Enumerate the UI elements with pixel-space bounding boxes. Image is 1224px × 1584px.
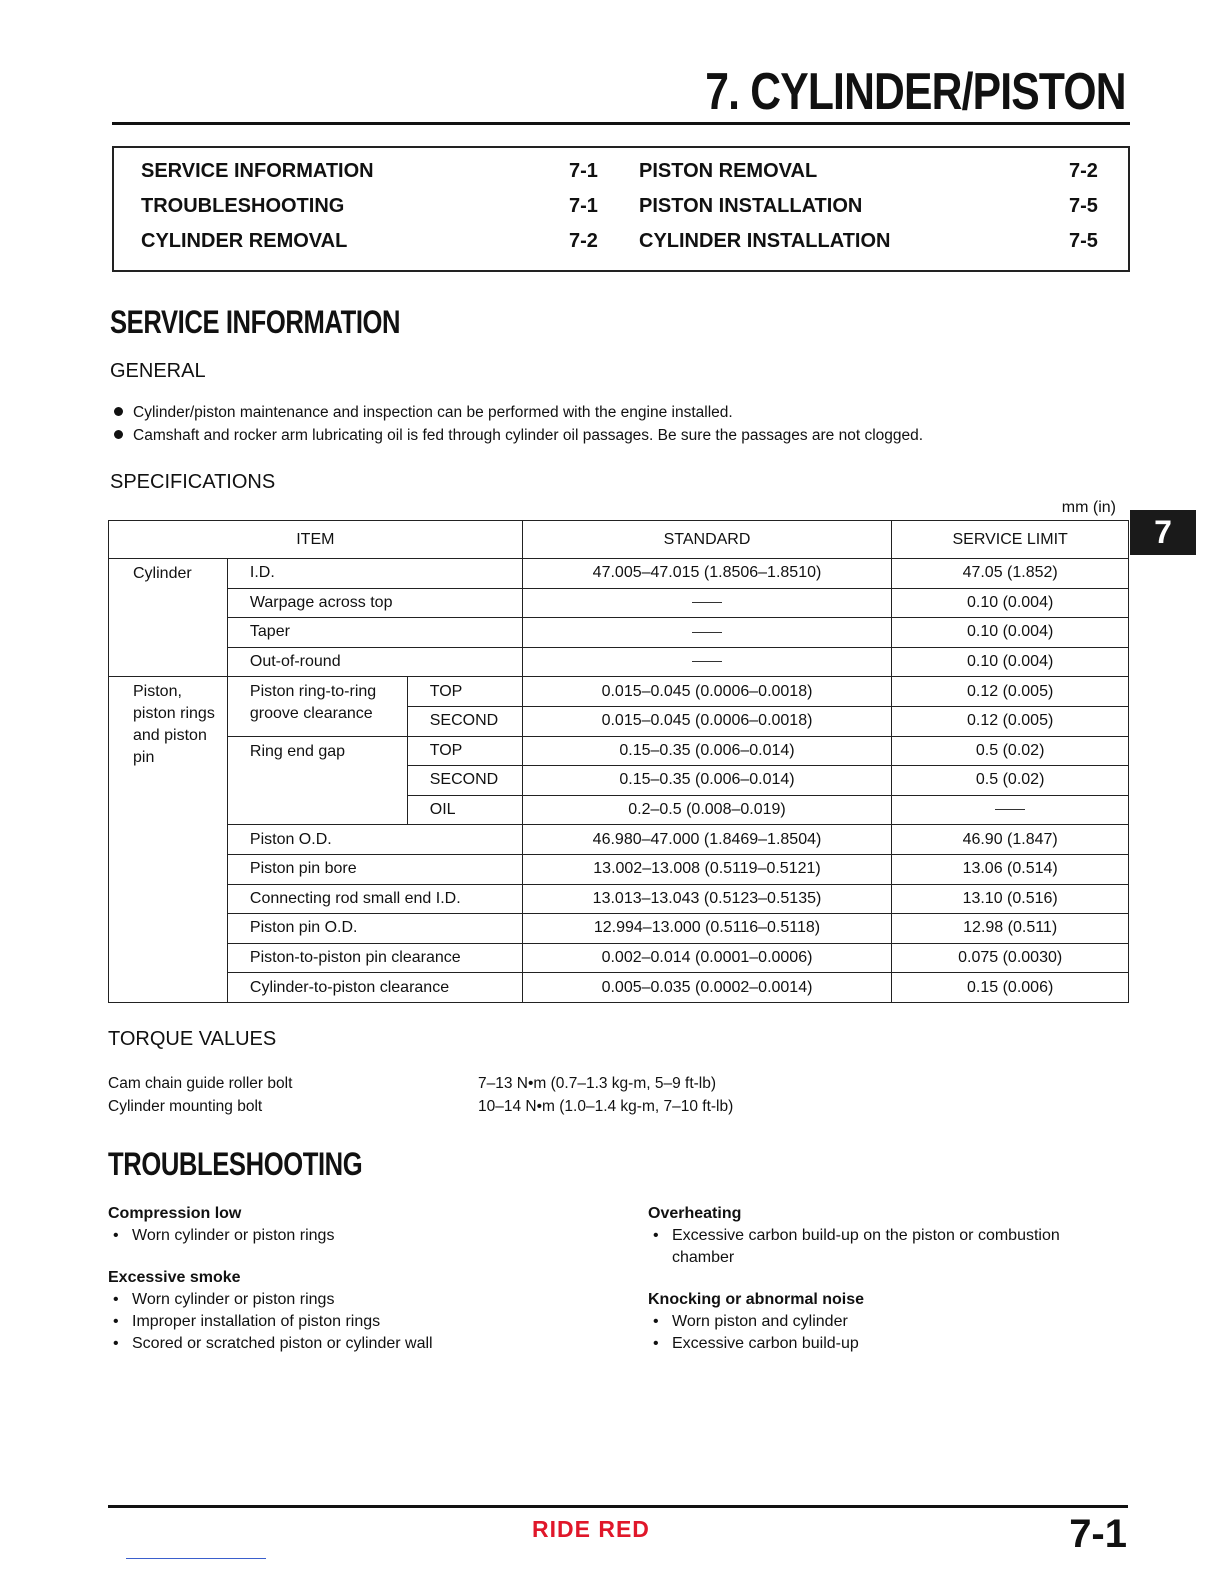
toc-page: 7-2 <box>1069 160 1098 182</box>
item-cell: Taper <box>227 618 522 648</box>
item-cell: Piston O.D. <box>227 825 522 855</box>
table-row <box>109 618 1129 648</box>
item-cell: Piston pin bore <box>227 854 522 884</box>
dash-icon <box>995 809 1025 810</box>
torque-item-value: 7–13 N•m (0.7–1.3 kg-m, 5–9 ft-lb) <box>478 1075 717 1092</box>
list-item: • Worn piston and cylinder <box>648 1313 1060 1335</box>
torque-item-value: 10–14 N•m (1.0–1.4 kg-m, 7–10 ft-lb) <box>478 1098 734 1115</box>
toc-link-troubleshooting[interactable]: TROUBLESHOOTING <box>141 195 345 217</box>
general-heading: GENERAL <box>110 360 206 382</box>
item-cell: Connecting rod small end I.D. <box>227 884 522 914</box>
dash-icon <box>692 632 722 633</box>
list-item: Camshaft and rocker arm lubricating oil is fed through cylinder oil passages. Be sure the passages are not clogged. <box>114 427 923 450</box>
standard-cell-empty <box>522 588 892 618</box>
bullet-icon <box>114 430 123 439</box>
toc-link-service-information[interactable]: SERVICE INFORMATION <box>141 160 374 182</box>
standard-cell: 12.994–13.000 (0.5116–0.5118) <box>522 914 892 944</box>
symptom-title: Overheating <box>648 1205 742 1222</box>
torque-item-name: Cam chain guide roller bolt <box>108 1075 293 1092</box>
list-item: • Worn cylinder or piston rings <box>108 1291 433 1313</box>
toc-page: 7-1 <box>569 160 598 182</box>
limit-cell: 0.10 (0.004) <box>892 618 1129 648</box>
troubleshooting-heading: TROUBLESHOOTING <box>108 1146 363 1182</box>
standard-cell: 13.013–13.043 (0.5123–0.5135) <box>522 884 892 914</box>
table-header-row <box>109 521 1129 559</box>
list-item: Cylinder/piston maintenance and inspection can be performed with the engine installed. <box>114 404 923 427</box>
dash-icon <box>692 602 722 603</box>
dash-icon <box>692 661 722 662</box>
table-row <box>109 588 1129 618</box>
list-item: • Worn cylinder or piston rings <box>108 1227 433 1249</box>
table-row <box>109 884 1129 914</box>
toc-link-piston-removal[interactable]: PISTON REMOVAL <box>639 160 818 182</box>
symptom-title: Knocking or abnormal noise <box>648 1291 865 1308</box>
table-row <box>109 559 1129 589</box>
sub-item-cell: SECOND <box>407 766 522 796</box>
toc-row <box>114 195 1128 225</box>
limit-cell: 0.15 (0.006) <box>892 973 1129 1003</box>
group-cylinder: Cylinder <box>109 559 228 677</box>
list-item-continuation: chamber <box>672 1249 735 1266</box>
item-cell: Piston pin O.D. <box>227 914 522 944</box>
list-item: • Scored or scratched piston or cylinder wall <box>108 1335 433 1357</box>
item-cell: Cylinder-to-piston clearance <box>227 973 522 1003</box>
list-item: • Excessive carbon build-up on the piston or combustion <box>648 1227 1060 1249</box>
standard-cell: 13.002–13.008 (0.5119–0.5121) <box>522 854 892 884</box>
list-item: • Excessive carbon build-up <box>648 1335 1060 1357</box>
footer-link-underline[interactable] <box>126 1558 266 1559</box>
table-row <box>109 943 1129 973</box>
sub-item-cell: TOP <box>407 677 522 707</box>
limit-cell: 13.10 (0.516) <box>892 884 1129 914</box>
limit-cell: 12.98 (0.511) <box>892 914 1129 944</box>
footer-rule <box>108 1505 1128 1508</box>
standard-cell: 0.015–0.045 (0.0006–0.0018) <box>522 706 892 736</box>
torque-values <box>478 1072 733 1118</box>
limit-cell: 0.5 (0.02) <box>892 766 1129 796</box>
list-item: • Improper installation of piston rings <box>108 1313 433 1335</box>
item-cell: Out-of-round <box>227 647 522 677</box>
bullet-icon <box>114 407 123 416</box>
limit-cell-empty <box>892 795 1129 825</box>
item-cell: Warpage across top <box>227 588 522 618</box>
limit-cell: 0.12 (0.005) <box>892 706 1129 736</box>
sub-item-cell: SECOND <box>407 706 522 736</box>
table-row <box>109 736 1129 766</box>
footer-brand-logo: RIDE RED <box>532 1516 650 1542</box>
units-label: mm (in) <box>1061 499 1116 516</box>
toc-page: 7-1 <box>569 195 598 217</box>
table-of-contents <box>112 146 1130 272</box>
limit-cell: 0.10 (0.004) <box>892 647 1129 677</box>
general-bullet-list <box>114 404 923 450</box>
toc-row <box>114 160 1128 190</box>
standard-cell: 0.015–0.045 (0.0006–0.0018) <box>522 677 892 707</box>
table-row <box>109 973 1129 1003</box>
column-header-item: ITEM <box>109 521 523 559</box>
limit-cell: 13.06 (0.514) <box>892 854 1129 884</box>
toc-row <box>114 230 1128 260</box>
table-row <box>109 647 1129 677</box>
column-header-service-limit: SERVICE LIMIT <box>892 521 1129 559</box>
standard-cell: 46.980–47.000 (1.8469–1.8504) <box>522 825 892 855</box>
standard-cell-empty <box>522 647 892 677</box>
toc-link-cylinder-installation[interactable]: CYLINDER INSTALLATION <box>639 230 891 252</box>
standard-cell: 0.002–0.014 (0.0001–0.0006) <box>522 943 892 973</box>
title-rule <box>112 122 1130 125</box>
troubleshooting-left-column <box>108 1205 433 1357</box>
table-row <box>109 677 1129 707</box>
table-row <box>109 825 1129 855</box>
table-row <box>109 854 1129 884</box>
torque-item-name: Cylinder mounting bolt <box>108 1098 263 1115</box>
item-cell: I.D. <box>227 559 522 589</box>
item-cell: Ring end gap <box>227 736 407 825</box>
standard-cell: 0.2–0.5 (0.008–0.019) <box>522 795 892 825</box>
service-information-heading: SERVICE INFORMATION <box>110 304 401 340</box>
group-piston: Piston, piston rings and piston pin <box>109 677 228 1003</box>
toc-page: 7-2 <box>569 230 598 252</box>
toc-page: 7-5 <box>1069 230 1098 252</box>
standard-cell: 0.005–0.035 (0.0002–0.0014) <box>522 973 892 1003</box>
limit-cell: 47.05 (1.852) <box>892 559 1129 589</box>
item-cell: Piston-to-piston pin clearance <box>227 943 522 973</box>
limit-cell: 0.075 (0.0030) <box>892 943 1129 973</box>
limit-cell: 0.12 (0.005) <box>892 677 1129 707</box>
standard-cell-empty <box>522 618 892 648</box>
toc-link-cylinder-removal[interactable]: CYLINDER REMOVAL <box>141 230 348 252</box>
toc-link-piston-installation[interactable]: PISTON INSTALLATION <box>639 195 863 217</box>
symptom-title: Compression low <box>108 1205 242 1222</box>
torque-values-heading: TORQUE VALUES <box>108 1028 277 1050</box>
standard-cell: 0.15–0.35 (0.006–0.014) <box>522 766 892 796</box>
sub-item-cell: OIL <box>407 795 522 825</box>
limit-cell: 0.10 (0.004) <box>892 588 1129 618</box>
page-number: 7-1 <box>1069 1512 1127 1556</box>
specifications-heading: SPECIFICATIONS <box>110 471 276 493</box>
standard-cell: 47.005–47.015 (1.8506–1.8510) <box>522 559 892 589</box>
troubleshooting-right-column <box>648 1205 1060 1357</box>
symptom-title: Excessive smoke <box>108 1269 241 1286</box>
limit-cell: 46.90 (1.847) <box>892 825 1129 855</box>
torque-names <box>108 1072 292 1118</box>
chapter-title: 7. CYLINDER/PISTON <box>705 63 1126 121</box>
chapter-tab: 7 <box>1130 510 1196 555</box>
sub-item-cell: TOP <box>407 736 522 766</box>
specifications-table <box>108 520 1129 1003</box>
item-cell: Piston ring-to-ring groove clearance <box>227 677 407 736</box>
table-row <box>109 914 1129 944</box>
toc-page: 7-5 <box>1069 195 1098 217</box>
column-header-standard: STANDARD <box>522 521 892 559</box>
standard-cell: 0.15–0.35 (0.006–0.014) <box>522 736 892 766</box>
limit-cell: 0.5 (0.02) <box>892 736 1129 766</box>
